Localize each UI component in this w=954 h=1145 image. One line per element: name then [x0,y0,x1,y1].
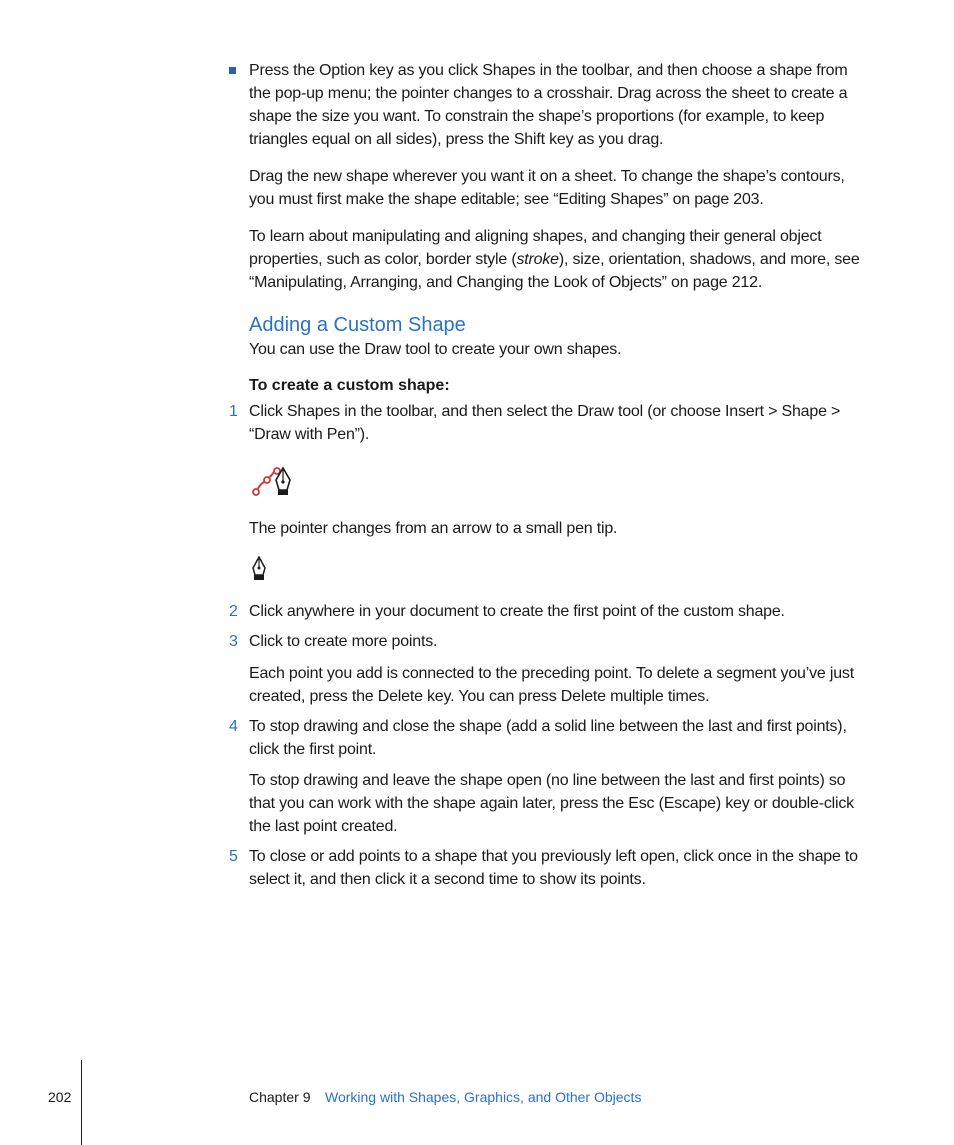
step-text-1: Click Shapes in the toolbar, and then select the Draw tool (or choose Insert > Shape > “Draw with Pen”). [249,403,841,443]
step3-note: Each point you add is connected to the preceding point. To delete a segment you’ve just created, press the Delete key. You can press Delete multiple times. [249,665,854,705]
step-text-3: Click to create more points. [249,633,438,650]
learn-text-italic: stroke [516,251,559,268]
step-number-3: 3 [229,633,238,650]
pen-tip-pointer-icon [252,556,268,582]
learn-text-2: ), size, orientation, shadows, and more, see “Manipulating, Arranging, and Changing the Look of Objects” on page 212. [249,251,860,291]
task-heading: To create a custom shape: [249,377,450,394]
step-text-2: Click anywhere in your document to create the first point of the custom shape. [249,603,785,620]
footer-chapter-label: Chapter 9 [249,1089,311,1105]
pointer-note: The pointer changes from an arrow to a small pen tip. [249,520,618,537]
step-number-5: 5 [229,848,238,865]
learn-text-1: To learn about manipulating and aligning shapes, and changing their general object properties, such as color, border style ( [249,228,822,268]
section-intro: You can use the Draw tool to create your own shapes. [249,341,622,358]
footer-divider [81,1060,82,1145]
step-text-5: To close or add points to a shape that you previously left open, click once in the shape to select it, and then click it a second time to show its points. [249,848,858,888]
drag-paragraph: Drag the new shape wherever you want it on a sheet. To change the shape’s contours, you must first make the shape editable; see “Editing Shapes” on page 203. [249,168,845,208]
bullet-paragraph: Press the Option key as you click Shapes in the toolbar, and then choose a shape from the pop-up menu; the pointer changes to a crosshair. Drag across the sheet to create a shape the size you want. To constrain the shape’s proportions (for example, to keep triangles equal on all sides), press the Shift key as you drag. [249,62,848,148]
learn-paragraph [249,225,871,294]
step-number-4: 4 [229,718,238,735]
bullet-marker [229,67,236,74]
footer-chapter-title: Working with Shapes, Graphics, and Other Objects [325,1089,642,1105]
draw-with-pen-tool-icon [250,462,294,498]
step-text-4: To stop drawing and close the shape (add a solid line between the last and first points), click the first point. [249,718,847,758]
step4-note: To stop drawing and leave the shape open (no line between the last and first points) so that you can work with the shape again later, press the Esc (Escape) key or double-click the last point created. [249,772,854,835]
page-number: 202 [48,1089,72,1105]
step-number-2: 2 [229,603,238,620]
step-number-1: 1 [229,403,238,420]
section-heading: Adding a Custom Shape [249,314,466,336]
